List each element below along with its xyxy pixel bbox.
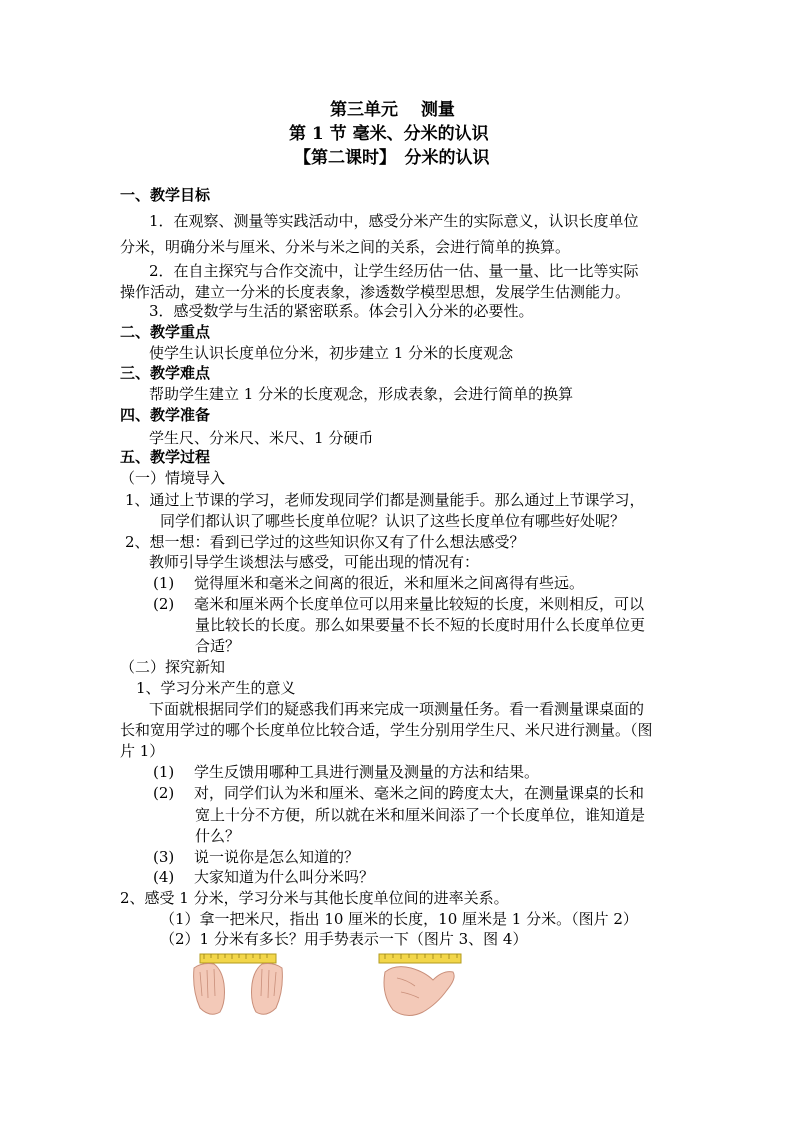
subheading-explore: （二）探究新知 xyxy=(120,658,226,676)
hands-with-ruler-image xyxy=(188,950,288,1020)
unit-title: 第三单元 测量 xyxy=(330,100,455,120)
process-2: 2、想一想：看到已学过的这些知识你又有了什么想法感受？ xyxy=(125,533,525,551)
process-4: 2、感受 1 分米，学习分米与其他长度单位间的进率关系。 xyxy=(120,889,509,907)
process-3: 1、学习分米产生的意义 xyxy=(136,679,296,697)
objective-1a: 1．在观察、测量等实践活动中，感受分米产生的实际意义，认识长度单位 xyxy=(149,212,639,230)
process-3c: 片 1） xyxy=(120,742,165,760)
objective-3: 3．感受数学与生活的紧密联系。体会引入分米的必要性。 xyxy=(149,302,534,320)
process-2-item2a: (2) 毫米和厘米两个长度单位可以用来量比较短的长度，米则相反，可以 xyxy=(153,595,645,613)
heading-process: 五、教学过程 xyxy=(120,448,211,466)
process-2-item2b: 量比较长的长度。那么如果要量不长不短的长度时用什么长度单位更 xyxy=(195,616,646,634)
objective-1b: 分米，明确分米与厘米、分米与米之间的关系，会进行简单的换算。 xyxy=(120,238,571,256)
objective-2b: 操作活动，建立一分米的长度表象，渗透数学模型思想，发展学生估测能力。 xyxy=(120,283,631,301)
process-4-item2: （2）1 分米有多长？用手势表示一下（图片 3、图 4） xyxy=(160,930,528,948)
lesson-title: 【第二课时】 分米的认识 xyxy=(294,148,490,168)
process-3-item1: (1) 学生反馈用哪种工具进行测量及测量的方法和结果。 xyxy=(153,763,540,781)
process-1b: 同学们都认识了哪些长度单位呢？认识了这些长度单位有哪些好处呢？ xyxy=(160,512,626,530)
preparation-text: 学生尺、分米尺、米尺、1 分硬币 xyxy=(149,429,374,447)
hand-gesture-image xyxy=(377,950,467,1020)
heading-objectives: 一、教学目标 xyxy=(120,186,211,204)
heading-keypoints: 二、教学重点 xyxy=(120,323,211,341)
process-2-teacher: 教师引导学生谈想法与感受，可能出现的情况有： xyxy=(149,553,480,571)
keypoints-text: 使学生认识长度单位分米，初步建立 1 分米的长度观念 xyxy=(149,344,514,362)
process-4-item1: （1）拿一把米尺，指出 10 厘米的长度，10 厘米是 1 分米。（图片 2） xyxy=(160,910,638,928)
process-2-item1: (1) 觉得厘米和毫米之间离的很近，米和厘米之间离得有些远。 xyxy=(153,574,585,592)
process-3-item4: (4) 大家知道为什么叫分米吗？ xyxy=(153,868,375,886)
process-3b: 长和宽用学过的哪个长度单位比较合适，学生分别用学生尺、米尺进行测量。（图 xyxy=(120,721,653,739)
process-3a: 下面就根据同学们的疑惑我们再来完成一项测量任务。看一看测量课桌面的 xyxy=(149,700,645,718)
objective-2a: 2．在自主探究与合作交流中，让学生经历估一估、量一量、比一比等实际 xyxy=(149,262,639,280)
difficulty-text: 帮助学生建立 1 分米的长度观念，形成表象，会进行简单的换算 xyxy=(149,385,574,403)
process-1a: 1、通过上节课的学习，老师发现同学们都是测量能手。那么通过上节课学习， xyxy=(125,491,645,509)
process-3-item2a: (2) 对，同学们认为米和厘米、毫米之间的跨度太大，在测量课桌的长和 xyxy=(153,784,645,802)
process-3-item2c: 什么？ xyxy=(195,827,241,845)
process-2-item2c: 合适？ xyxy=(195,637,241,655)
heading-preparation: 四、教学准备 xyxy=(120,406,211,424)
process-3-item3: (3) 说一说你是怎么知道的？ xyxy=(153,848,360,866)
heading-difficulty: 三、教学难点 xyxy=(120,364,211,382)
section-title: 第 1 节 毫米、分米的认识 xyxy=(289,124,489,144)
process-3-item2b: 宽上十分不方便，所以就在米和厘米间添了一个长度单位，谁知道是 xyxy=(195,806,646,824)
subheading-intro: （一）情境导入 xyxy=(120,469,226,487)
